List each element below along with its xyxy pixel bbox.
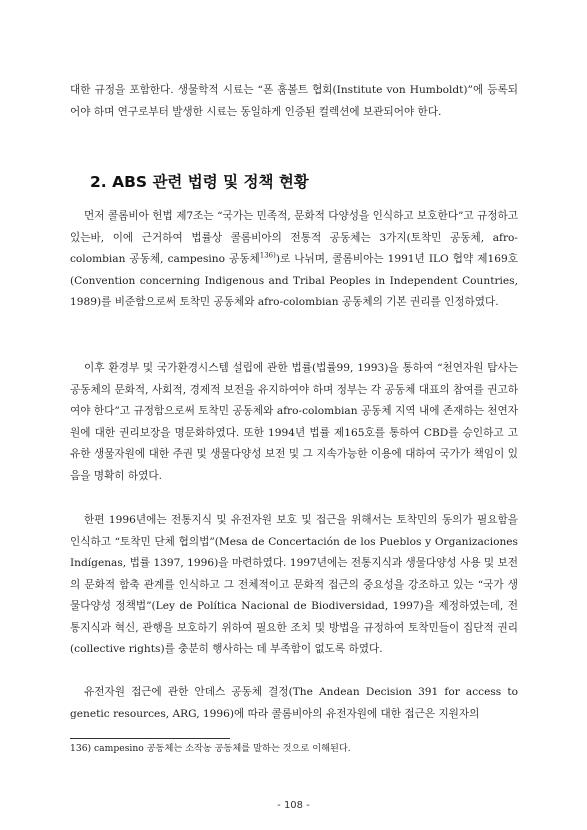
paragraph-traditional-knowledge: 한편 1996년에는 전통지식 및 유전자원 보호 및 접근을 위해서는 토착민의 동의가 필요함을 인식하고 “토착민 단체 협의법”(Mesa de Concertación de los Pueblos y Organizaciones Indígenas, 법률 1397, 1996)을 마련하였다. 1997년에는 전통지식과 생물다양성 사용 및 보전의 문화적 함축 관계를 인식하고 그 전체적이고 문화적 접근의 중요성을 강조하고 있는 “국가 생물다양성 정책법”(Ley de Política Nacional de Biodiversidad, 1997)을 제정하였는데, 전통지식과 혁신, 관행을 보호하기 위하여 필요한 조치 및 방법을 규정하여 토착민들이 집단적 권리(collective rights)를 충분히 행사하는 데 부족함이 없도록 하였다. bbox=[70, 514, 518, 655]
footnote-divider bbox=[70, 738, 230, 739]
paragraph-andean-decision: 유전자원 접근에 관한 안데스 공동체 결정(The Andean Decision 391 for access to genetic resources, ARG, 1996)에 따라 콜롬비아의 유전자원에 대한 접근은 지원자의 bbox=[70, 686, 518, 720]
section-heading: 2. ABS 관련 법령 및 정책 현황 bbox=[90, 173, 309, 191]
page-number: - 108 - bbox=[277, 800, 310, 811]
footnote: 136) campesino 공동체는 소작농 공동체를 말하는 것으로 이해된다. bbox=[70, 743, 351, 754]
intro-paragraph: 대한 규정을 포함한다. 생물학적 시료는 “폰 훔볼트 협회(Institute von Humboldt)”에 등록되어야 하며 연구로부터 발생한 시료는 동일하게 인증된 컬렉션에 보관되어야 한다. bbox=[70, 84, 518, 118]
paragraph-environment-law: 이후 환경부 및 국가환경시스템 설립에 관한 법률(법률99, 1993)을 통하여 “천연자원 탐사는 공동체의 문화적, 사회적, 경제적 보전을 유지하여야 하며 정부는 각 공동체 대표의 참여를 권고하여야 한다”고 규정함으로써 토착민 공동체와 afro-colombian 공동체 지역 내에 존재하는 천연자원에 대한 권리보장을 명문화하였다. 또한 1994년 법률 제165호를 통하여 CBD를 승인하고 고유한 생물자원에 대한 주권 및 생물다양성 보전 및 그 지속가능한 이용에 대하여 국가가 책임이 있음을 명확히 하였다. bbox=[70, 362, 518, 482]
footnote-ref[interactable]: 136) bbox=[259, 251, 276, 260]
paragraph-constitution: 먼저 콜롬비아 헌법 제7조는 “국가는 민족적, 문화적 다양성을 인식하고 보호한다”고 규정하고 있는바, 이에 근거하여 법률상 콜롬비아의 전통적 공동체는 3가지(토착민 공동체, afro-colombian 공동체, campesino 공동체$^{136)}$)로 나뉘며, 콜롬비아는 1991년 ILO 협약 제169호(Convention concerning Indigenous and Tribal Peoples in Independent Countries, 1989)를 비준함으로써 토착민 공동체와 afro-colombian 공동체의 기본 권리를 인정하였다. bbox=[70, 210, 518, 308]
